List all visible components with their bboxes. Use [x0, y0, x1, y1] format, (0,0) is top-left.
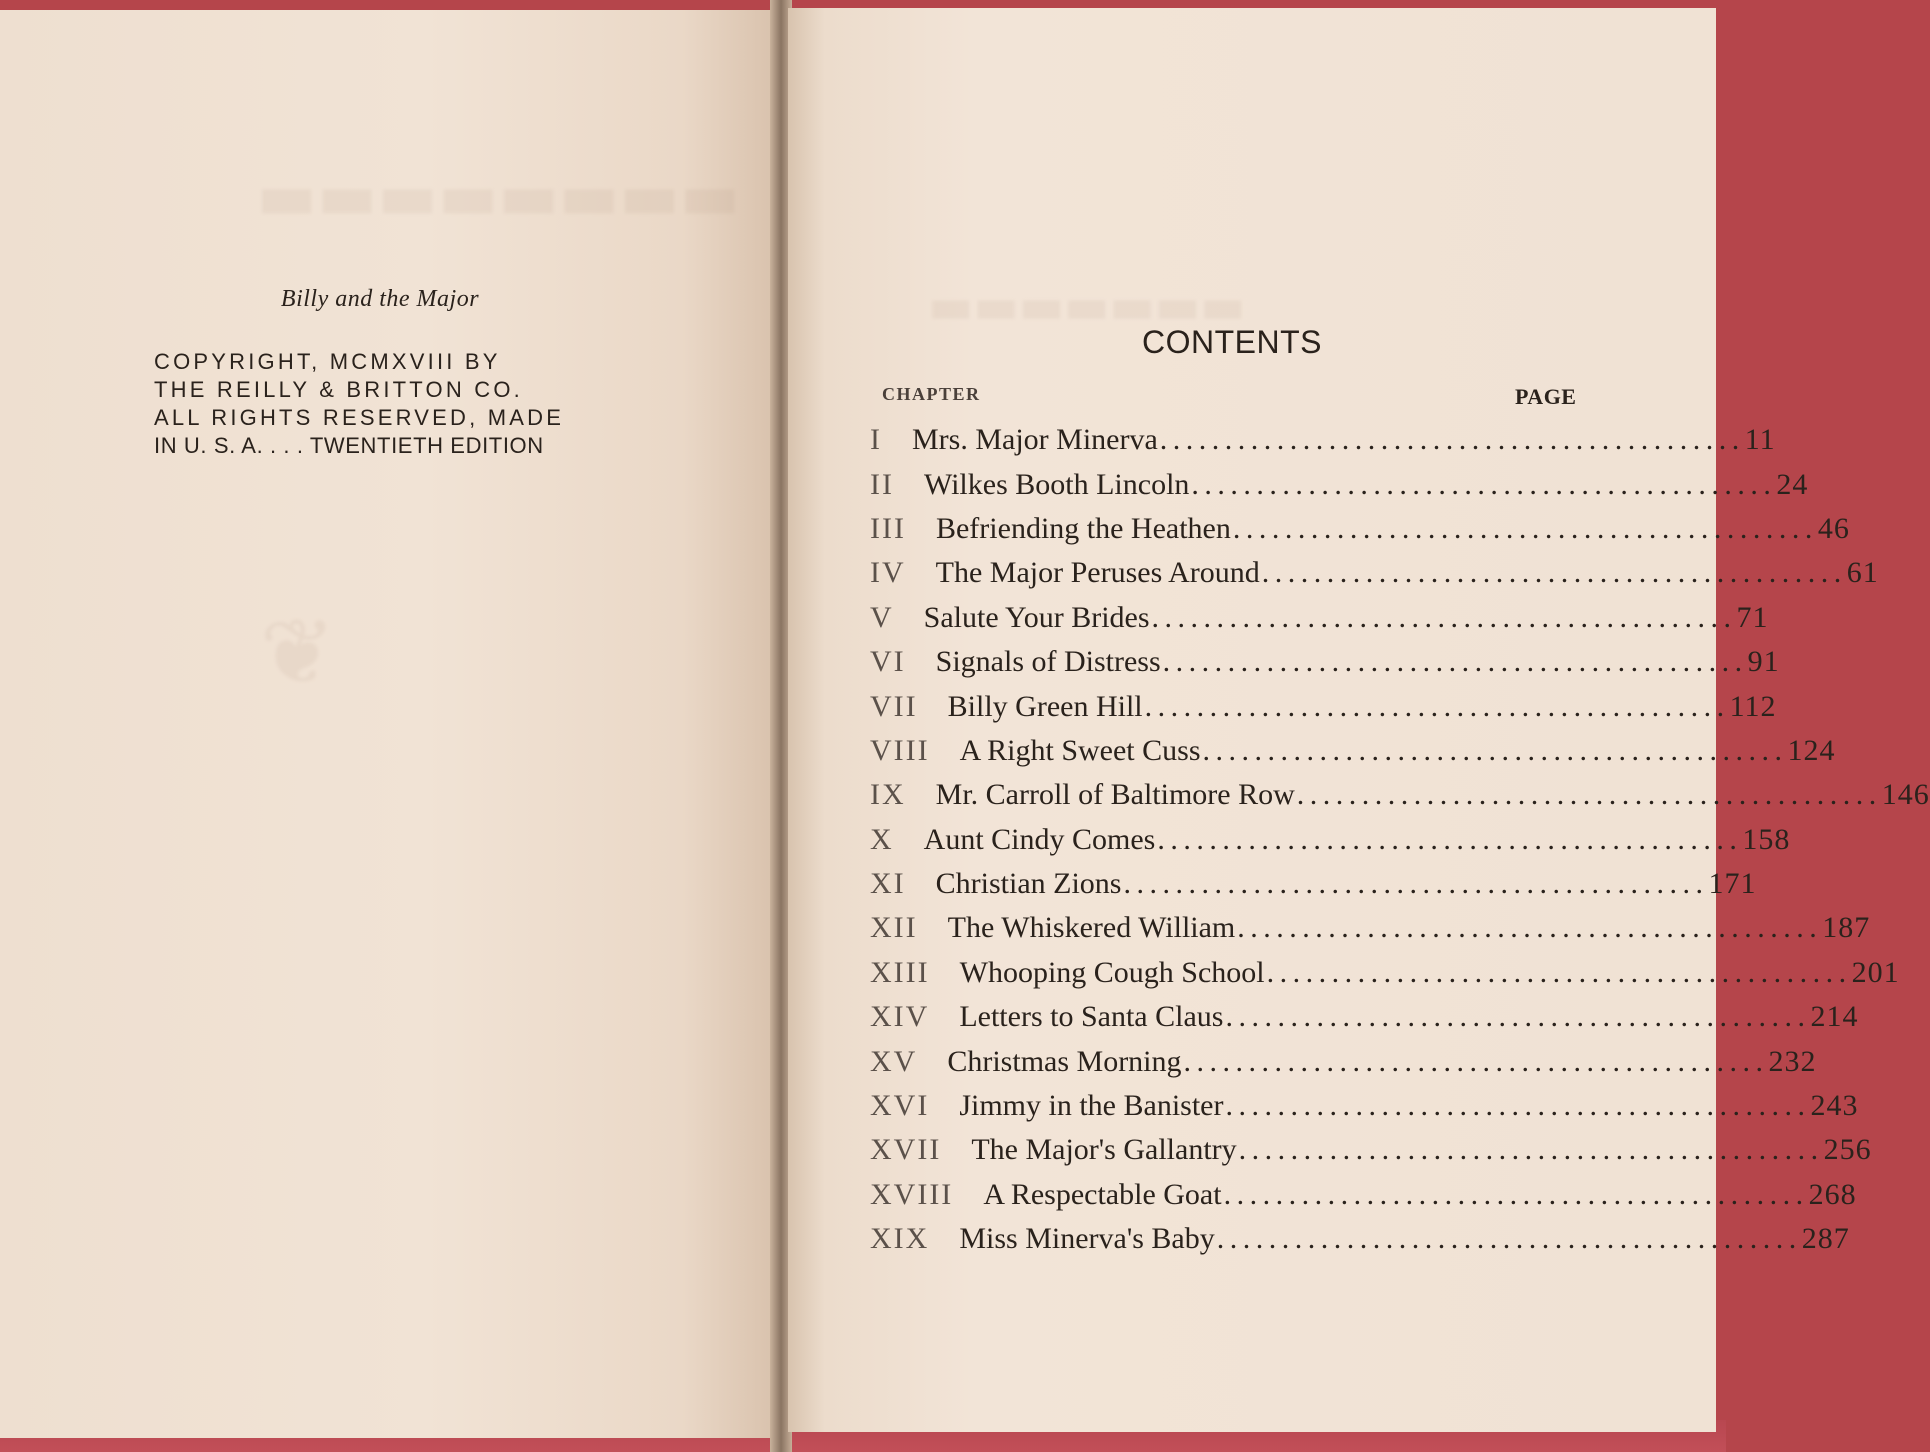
chapter-title: Whooping Cough School — [959, 955, 1265, 989]
toc-entry — [870, 1084, 1859, 1128]
toc-entry — [870, 906, 1871, 950]
chapter-number: XIII — [870, 955, 930, 989]
bleed-through-shadow: ▬▬▬▬▬▬▬▬ — [256, 160, 740, 234]
page-number: 268 — [1808, 1177, 1857, 1211]
toc-entry — [870, 507, 1850, 551]
chapter-column-header: CHAPTER — [882, 384, 981, 404]
dot-leader: ............................................. — [1183, 1044, 1769, 1078]
chapter-title-line — [959, 1000, 1810, 1034]
dot-leader: ............................................. — [1202, 733, 1788, 767]
copyright-line: COPYRIGHT, MCMXVIII BY — [154, 349, 501, 374]
page-column-header: PAGE — [1515, 384, 1577, 409]
chapter-title-line — [948, 911, 1823, 945]
chapter-number: VI — [870, 645, 906, 679]
toc-entry — [870, 1217, 1850, 1261]
chapter-title-line — [959, 1222, 1801, 1256]
page-number: 124 — [1787, 733, 1836, 767]
dot-leader: ............................................. — [1157, 822, 1743, 856]
toc-entry — [870, 640, 1780, 684]
chapter-number: VIII — [870, 733, 930, 767]
chapter-title-line — [960, 956, 1852, 990]
page-number: 256 — [1823, 1133, 1872, 1167]
chapter-title: Letters to Santa Claus — [959, 1000, 1224, 1034]
chapter-title-line — [960, 734, 1788, 768]
chapter-title-line — [924, 601, 1737, 635]
table-of-contents — [870, 418, 1930, 1261]
chapter-title-line — [936, 512, 1818, 546]
dot-leader: ............................................. — [1151, 600, 1737, 634]
toc-entry — [870, 1128, 1872, 1172]
dot-leader: ............................................. — [1261, 556, 1847, 590]
copyright-line: ALL RIGHTS RESERVED, MADE — [154, 405, 565, 430]
chapter-title: Signals of Distress — [935, 645, 1161, 679]
toc-entry — [870, 1173, 1857, 1217]
chapter-title: Christian Zions — [935, 867, 1122, 901]
page-number: 24 — [1776, 467, 1809, 501]
page-number: 158 — [1742, 822, 1791, 856]
chapter-number: III — [870, 511, 906, 545]
chapter-title-line — [936, 645, 1748, 679]
toc-entry — [870, 995, 1859, 1039]
dot-leader: ............................................. — [1162, 645, 1748, 679]
chapter-title: The Major's Gallantry — [971, 1133, 1237, 1167]
chapter-title: Miss Minerva's Baby — [959, 1222, 1215, 1256]
chapter-number: II — [870, 467, 894, 501]
chapter-number: XIV — [870, 1000, 930, 1034]
chapter-title: The Whiskered William — [947, 911, 1236, 945]
page-number: 201 — [1851, 955, 1900, 989]
chapter-title-line — [959, 1089, 1810, 1123]
toc-entry — [870, 818, 1791, 862]
chapter-number: XI — [870, 867, 906, 901]
chapter-title-line — [983, 1178, 1808, 1212]
toc-entry — [870, 773, 1930, 817]
chapter-number: XV — [870, 1044, 918, 1078]
left-page — [0, 10, 775, 1438]
chapter-title-line — [971, 1133, 1823, 1167]
chapter-title-line — [924, 823, 1743, 857]
chapter-title-line — [948, 690, 1730, 724]
chapter-title: Billy Green Hill — [947, 689, 1143, 723]
copyright-notice — [154, 348, 609, 460]
page-number: 46 — [1817, 511, 1850, 545]
toc-entry — [870, 684, 1777, 728]
bleed-through-ornament: ❦ — [260, 600, 336, 705]
chapter-title: Salute Your Brides — [923, 600, 1150, 634]
dot-leader: ............................................. — [1225, 1000, 1811, 1034]
chapter-title: Christmas Morning — [947, 1044, 1182, 1078]
chapter-title: A Right Sweet Cuss — [959, 733, 1201, 767]
chapter-number: XVIII — [870, 1177, 954, 1211]
dot-leader: ............................................. — [1191, 467, 1777, 501]
chapter-number: VII — [870, 689, 918, 723]
toc-entry — [870, 1039, 1817, 1083]
chapter-number: IX — [870, 778, 906, 812]
chapter-title: The Major Peruses Around — [935, 556, 1260, 590]
copyright-line: THE REILLY & BRITTON CO. — [154, 377, 523, 402]
dot-leader: ............................................. — [1238, 1133, 1824, 1167]
toc-entry — [870, 596, 1769, 640]
dot-leader: ............................................. — [1123, 867, 1709, 901]
toc-entry — [870, 418, 1776, 462]
dot-leader: ............................................. — [1232, 511, 1818, 545]
chapter-number: XIX — [870, 1222, 930, 1256]
dot-leader: ............................................. — [1223, 1177, 1809, 1211]
chapter-number: I — [870, 423, 882, 457]
dot-leader: ............................................. — [1296, 778, 1882, 812]
chapter-title-line — [936, 867, 1709, 901]
dot-leader: ............................................. — [1216, 1222, 1802, 1256]
chapter-title: Wilkes Booth Lincoln — [923, 467, 1190, 501]
chapter-title-line — [947, 1045, 1768, 1079]
chapter-number: XVII — [870, 1133, 942, 1167]
toc-entry — [870, 551, 1879, 595]
page-number: 11 — [1744, 423, 1776, 457]
chapter-title: Mr. Carroll of Baltimore Row — [935, 778, 1295, 812]
page-number: 287 — [1801, 1222, 1850, 1256]
chapter-title-line — [912, 423, 1745, 457]
copyright-line: IN U. S. A. . . . TWENTIETH EDITION — [154, 433, 544, 458]
toc-entry — [870, 951, 1900, 995]
chapter-title: A Respectable Goat — [983, 1177, 1222, 1211]
chapter-number: X — [870, 822, 894, 856]
page-number: 171 — [1708, 867, 1757, 901]
chapter-title: Mrs. Major Minerva — [912, 423, 1158, 457]
chapter-title-line — [924, 468, 1776, 502]
chapter-title-line — [936, 556, 1847, 590]
chapter-number: IV — [870, 556, 906, 590]
page-number: 112 — [1729, 689, 1777, 723]
chapter-number: V — [870, 600, 894, 634]
page-number: 214 — [1810, 1000, 1859, 1034]
page-number: 61 — [1846, 556, 1879, 590]
dot-leader: ............................................. — [1225, 1089, 1811, 1123]
toc-entry — [870, 862, 1757, 906]
dot-leader: ............................................. — [1144, 689, 1730, 723]
page-number: 146 — [1881, 778, 1930, 812]
dot-leader: ............................................. — [1159, 423, 1745, 457]
page-number: 243 — [1810, 1089, 1859, 1123]
page-number: 187 — [1822, 911, 1871, 945]
chapter-number: XVI — [870, 1089, 930, 1123]
page-number: 91 — [1747, 645, 1780, 679]
dot-leader: ............................................. — [1237, 911, 1823, 945]
chapter-title: Befriending the Heathen — [935, 511, 1231, 545]
toc-entry — [870, 729, 1836, 773]
book-title: Billy and the Major — [280, 286, 480, 312]
bleed-through-shadow: ▬▬▬▬▬▬▬ — [928, 278, 1246, 334]
dot-leader: ............................................. — [1266, 955, 1852, 989]
chapter-title: Aunt Cindy Comes — [923, 822, 1156, 856]
toc-entry — [870, 462, 1809, 506]
page-number: 71 — [1736, 600, 1769, 634]
chapter-title: Jimmy in the Banister — [959, 1089, 1224, 1123]
chapter-number: XII — [870, 911, 918, 945]
chapter-title-line — [936, 778, 1882, 812]
page-number: 232 — [1768, 1044, 1817, 1078]
contents-heading: CONTENTS — [1142, 324, 1322, 360]
